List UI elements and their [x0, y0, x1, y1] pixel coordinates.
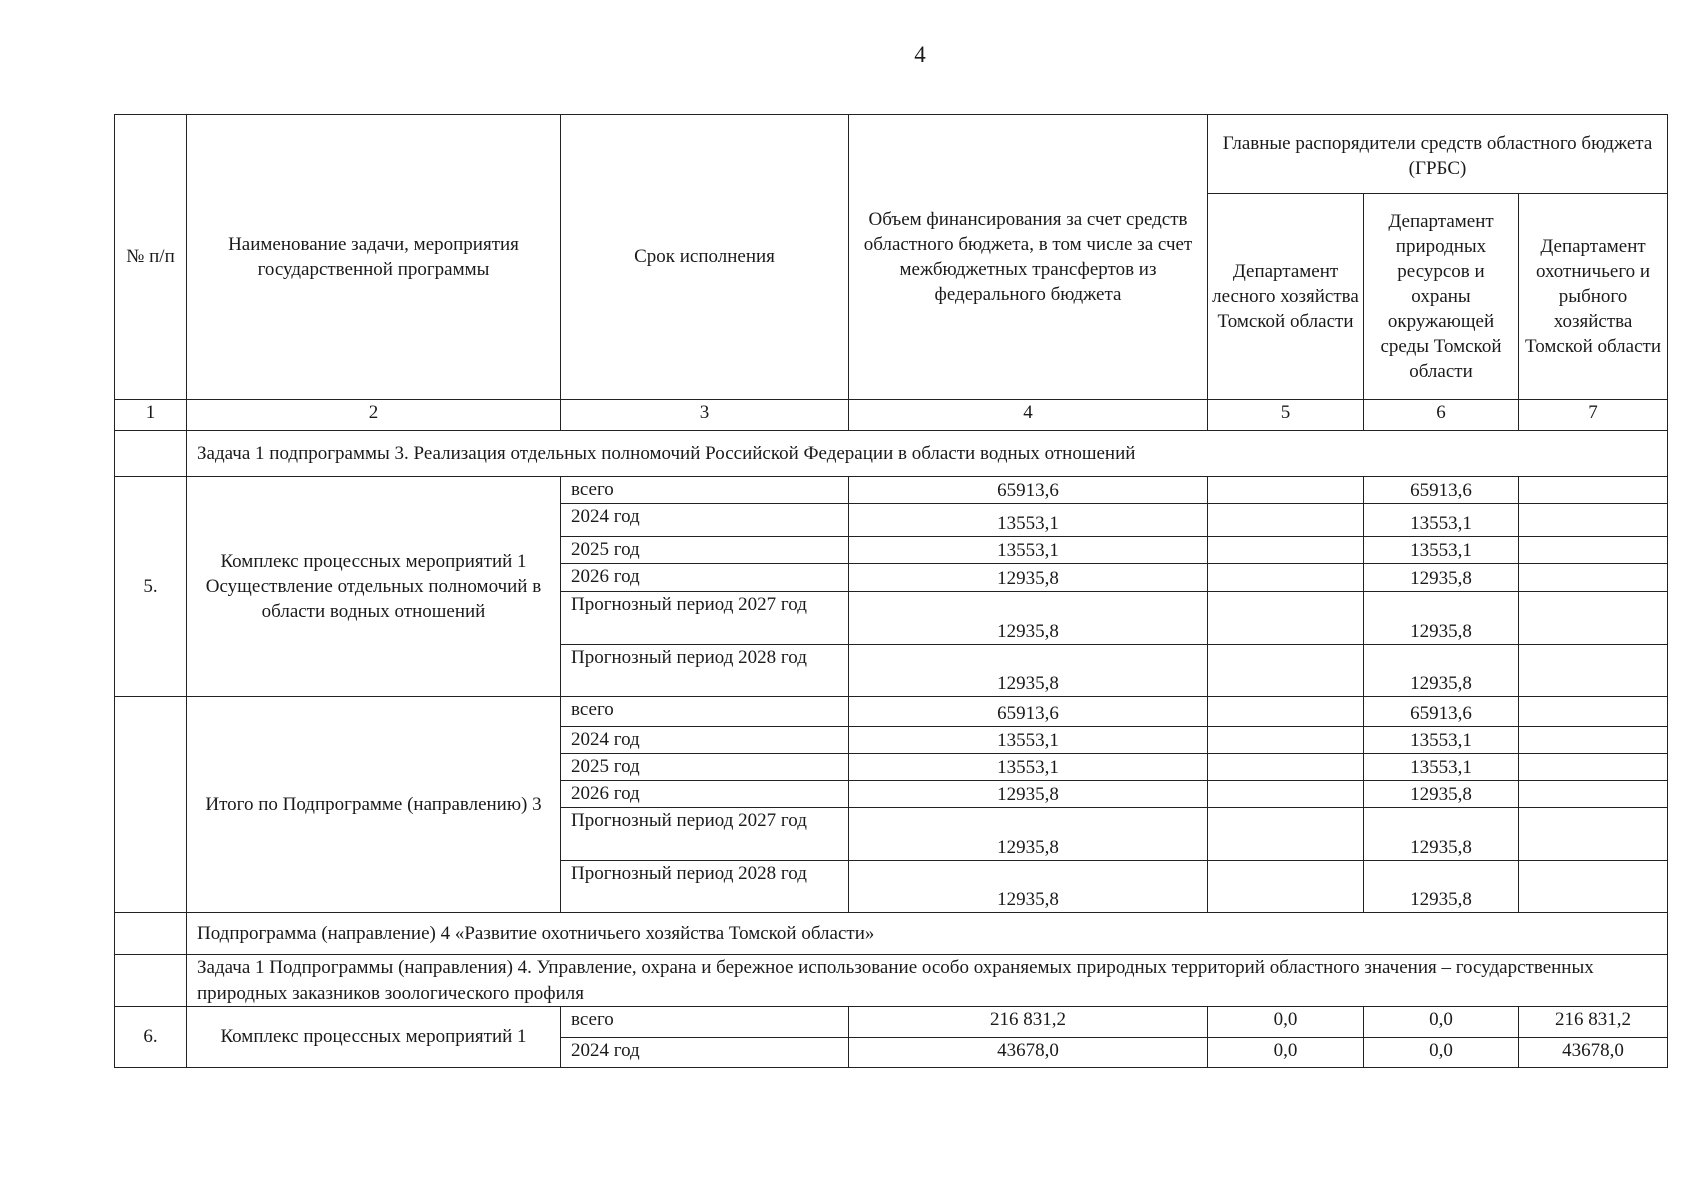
- period-cell: Прогнозный период 2027 год: [561, 592, 849, 645]
- measure-name: Итого по Подпрограмме (направлению) 3: [187, 697, 561, 913]
- page-number: 4: [914, 42, 926, 67]
- row-number: [115, 697, 187, 913]
- dept-forest-cell: [1208, 537, 1364, 564]
- dept-hunting-cell: [1519, 504, 1668, 537]
- dept-nature-cell: 12935,8: [1364, 781, 1519, 808]
- dept-forest-cell: [1208, 645, 1364, 697]
- dept-nature-cell: 12935,8: [1364, 861, 1519, 913]
- dept-hunting-cell: [1519, 754, 1668, 781]
- dept-hunting-cell: [1519, 808, 1668, 861]
- table-row: [115, 477, 1668, 504]
- dept-hunting-cell: [1519, 564, 1668, 592]
- dept-hunting-cell: [1519, 592, 1668, 645]
- dept-nature-cell: 12935,8: [1364, 645, 1519, 697]
- total-cell: 216 831,2: [849, 1007, 1208, 1038]
- dept-forest-cell: 0,0: [1208, 1007, 1364, 1038]
- dept-forest-cell: [1208, 504, 1364, 537]
- column-number: 1: [115, 400, 187, 431]
- header-row-1: [115, 115, 1668, 194]
- total-cell: 12935,8: [849, 808, 1208, 861]
- dept-nature-cell: 12935,8: [1364, 808, 1519, 861]
- period-cell: Прогнозный период 2028 год: [561, 645, 849, 697]
- total-cell: 13553,1: [849, 537, 1208, 564]
- dept-nature-cell: 12935,8: [1364, 564, 1519, 592]
- table-row: [115, 1007, 1668, 1038]
- total-cell: 12935,8: [849, 861, 1208, 913]
- total-cell: 65913,6: [849, 697, 1208, 727]
- dept-nature-cell: 13553,1: [1364, 504, 1519, 537]
- column-number: 4: [849, 400, 1208, 431]
- row-number: 5.: [115, 477, 187, 697]
- section-row: [115, 431, 1668, 477]
- dept-nature-cell: 65913,6: [1364, 697, 1519, 727]
- header-term: Срок исполнения: [561, 115, 849, 400]
- column-number: 5: [1208, 400, 1364, 431]
- dept-forest-cell: [1208, 861, 1364, 913]
- total-cell: 43678,0: [849, 1038, 1208, 1068]
- period-cell: 2024 год: [561, 1038, 849, 1068]
- dept-forest-cell: 0,0: [1208, 1038, 1364, 1068]
- dept-nature-cell: 12935,8: [1364, 592, 1519, 645]
- subprogram-title: Подпрограмма (направление) 4 «Развитие охотничьего хозяйства Томской области»: [187, 913, 1668, 955]
- dept-forest-cell: [1208, 477, 1364, 504]
- period-cell: Прогнозный период 2027 год: [561, 808, 849, 861]
- dept-hunting-cell: [1519, 645, 1668, 697]
- dept-nature-cell: 13553,1: [1364, 754, 1519, 781]
- dept-nature-cell: 0,0: [1364, 1038, 1519, 1068]
- column-number: 6: [1364, 400, 1519, 431]
- period-cell: всего: [561, 697, 849, 727]
- row-number: 6.: [115, 1007, 187, 1068]
- dept-hunting-cell: [1519, 537, 1668, 564]
- dept-forest-cell: [1208, 564, 1364, 592]
- financing-table: [114, 114, 1668, 1068]
- section-title: Задача 1 Подпрограммы (направления) 4. Управление, охрана и бережное использование особо охраняемых природных территорий областного значения – государственных природных заказников зоологического профиля: [187, 955, 1668, 1007]
- dept-forest-cell: [1208, 808, 1364, 861]
- dept-forest-cell: [1208, 727, 1364, 754]
- dept-forest-cell: [1208, 781, 1364, 808]
- period-cell: 2025 год: [561, 537, 849, 564]
- total-cell: 12935,8: [849, 645, 1208, 697]
- header-num: № п/п: [115, 115, 187, 400]
- total-cell: 12935,8: [849, 592, 1208, 645]
- header-grbs: Главные распорядители средств областного бюджета (ГРБС): [1208, 115, 1668, 194]
- total-cell: 13553,1: [849, 727, 1208, 754]
- dept-hunting-cell: 216 831,2: [1519, 1007, 1668, 1038]
- dept-forest-cell: [1208, 754, 1364, 781]
- dept-nature-cell: 0,0: [1364, 1007, 1519, 1038]
- measure-name: Комплекс процессных мероприятий 1 Осуществление отдельных полномочий в области водных отношений: [187, 477, 561, 697]
- period-cell: 2024 год: [561, 727, 849, 754]
- empty-cell: [115, 955, 187, 1007]
- header-dept-nature: Департамент природных ресурсов и охраны окружающей среды Томской области: [1364, 194, 1519, 400]
- section-title: Задача 1 подпрограммы 3. Реализация отдельных полномочий Российской Федерации в области водных отношений: [187, 431, 1668, 477]
- header-dept-forest: Департамент лесного хозяйства Томской области: [1208, 194, 1364, 400]
- dept-hunting-cell: [1519, 477, 1668, 504]
- header-volume: Объем финансирования за счет средств областного бюджета, в том числе за счет межбюджетных трансфертов из федерального бюджета: [849, 115, 1208, 400]
- section-row: [115, 955, 1668, 1007]
- dept-hunting-cell: [1519, 861, 1668, 913]
- total-cell: 12935,8: [849, 781, 1208, 808]
- dept-forest-cell: [1208, 592, 1364, 645]
- period-cell: 2025 год: [561, 754, 849, 781]
- dept-nature-cell: 13553,1: [1364, 727, 1519, 754]
- column-number: 3: [561, 400, 849, 431]
- total-cell: 12935,8: [849, 564, 1208, 592]
- period-cell: 2026 год: [561, 564, 849, 592]
- section-row: [115, 913, 1668, 955]
- period-cell: 2024 год: [561, 504, 849, 537]
- total-cell: 65913,6: [849, 477, 1208, 504]
- column-number: 2: [187, 400, 561, 431]
- period-cell: всего: [561, 477, 849, 504]
- dept-forest-cell: [1208, 697, 1364, 727]
- total-cell: 13553,1: [849, 504, 1208, 537]
- empty-cell: [115, 431, 187, 477]
- column-number-row: [115, 400, 1668, 431]
- period-cell: всего: [561, 1007, 849, 1038]
- dept-hunting-cell: [1519, 781, 1668, 808]
- dept-hunting-cell: [1519, 697, 1668, 727]
- header-name: Наименование задачи, мероприятия государственной программы: [187, 115, 561, 400]
- column-number: 7: [1519, 400, 1668, 431]
- measure-name: Комплекс процессных мероприятий 1: [187, 1007, 561, 1068]
- empty-cell: [115, 913, 187, 955]
- dept-nature-cell: 65913,6: [1364, 477, 1519, 504]
- period-cell: 2026 год: [561, 781, 849, 808]
- header-dept-hunting: Департамент охотничьего и рыбного хозяйства Томской области: [1519, 194, 1668, 400]
- dept-hunting-cell: 43678,0: [1519, 1038, 1668, 1068]
- dept-nature-cell: 13553,1: [1364, 537, 1519, 564]
- dept-hunting-cell: [1519, 727, 1668, 754]
- total-cell: 13553,1: [849, 754, 1208, 781]
- table-row: [115, 697, 1668, 727]
- period-cell: Прогнозный период 2028 год: [561, 861, 849, 913]
